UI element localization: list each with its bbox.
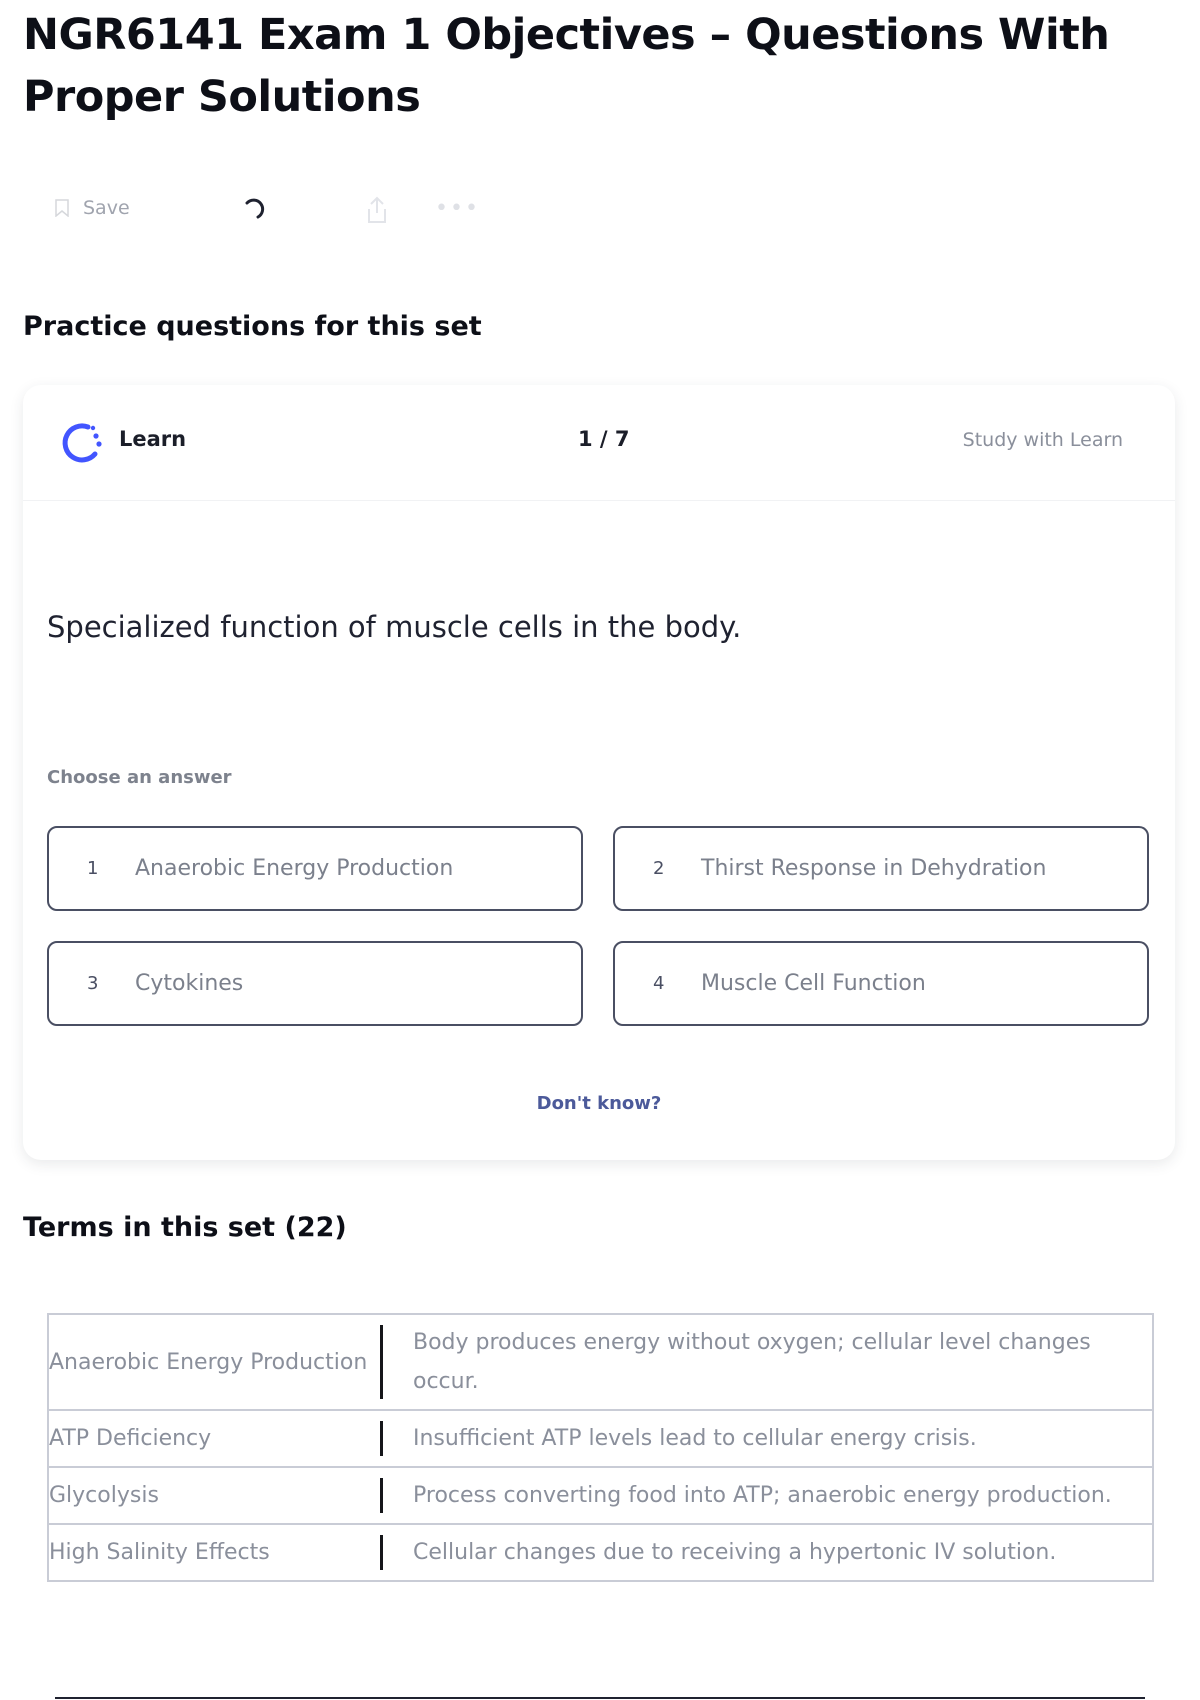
table-row — [48, 1410, 1153, 1467]
save-button[interactable] — [55, 190, 130, 226]
option-number: 2 — [653, 858, 665, 879]
definition-cell: Body produces energy without oxygen; cellular level changes occur. — [383, 1314, 1153, 1410]
terms-table — [47, 1313, 1154, 1582]
answer-option-4[interactable] — [613, 941, 1149, 1026]
learn-icon — [61, 421, 105, 465]
terms-heading: Terms in this set (22) — [23, 1212, 347, 1243]
term-cell: ATP Deficiency — [48, 1410, 383, 1467]
progress-counter: 1 / 7 — [578, 427, 630, 451]
option-number: 3 — [87, 973, 99, 994]
practice-heading: Practice questions for this set — [23, 311, 482, 342]
table-row — [48, 1467, 1153, 1524]
option-text: Cytokines — [135, 971, 244, 996]
card-header — [23, 385, 1175, 501]
choose-answer-label: Choose an answer — [47, 767, 232, 788]
option-number: 1 — [87, 858, 99, 879]
set-toolbar — [55, 190, 505, 226]
option-text: Thirst Response in Dehydration — [701, 856, 1047, 881]
definition-cell: Cellular changes due to receiving a hypertonic IV solution. — [383, 1524, 1153, 1581]
mode-label: Learn — [119, 427, 187, 451]
dont-know-button[interactable]: Don't know? — [536, 1093, 662, 1114]
definition-cell: Process converting food into ATP; anaerobic energy production. — [383, 1467, 1153, 1524]
option-text: Muscle Cell Function — [701, 971, 926, 996]
learn-card — [23, 385, 1175, 1160]
answer-option-2[interactable] — [613, 826, 1149, 911]
table-row — [48, 1524, 1153, 1581]
share-icon[interactable] — [365, 192, 389, 228]
table-row — [48, 1314, 1153, 1410]
bookmark-icon — [55, 199, 69, 217]
definition-cell: Insufficient ATP levels lead to cellular energy crisis. — [383, 1410, 1153, 1467]
answer-option-3[interactable] — [47, 941, 583, 1026]
term-cell: Anaerobic Energy Production — [48, 1314, 383, 1410]
term-cell: High Salinity Effects — [48, 1524, 383, 1581]
spinner-icon — [241, 195, 267, 221]
answer-option-1[interactable] — [47, 826, 583, 911]
option-number: 4 — [653, 973, 665, 994]
divider — [55, 1697, 1145, 1699]
term-cell: Glycolysis — [48, 1467, 383, 1524]
page-title: NGR6141 Exam 1 Objectives – Questions With Proper Solutions — [23, 10, 1110, 122]
save-label: Save — [83, 197, 130, 219]
more-icon[interactable]: ••• — [435, 195, 480, 221]
study-with-learn-link[interactable]: Study with Learn — [962, 429, 1123, 451]
option-text: Anaerobic Energy Production — [135, 856, 454, 881]
question-text: Specialized function of muscle cells in the body. — [47, 610, 742, 644]
